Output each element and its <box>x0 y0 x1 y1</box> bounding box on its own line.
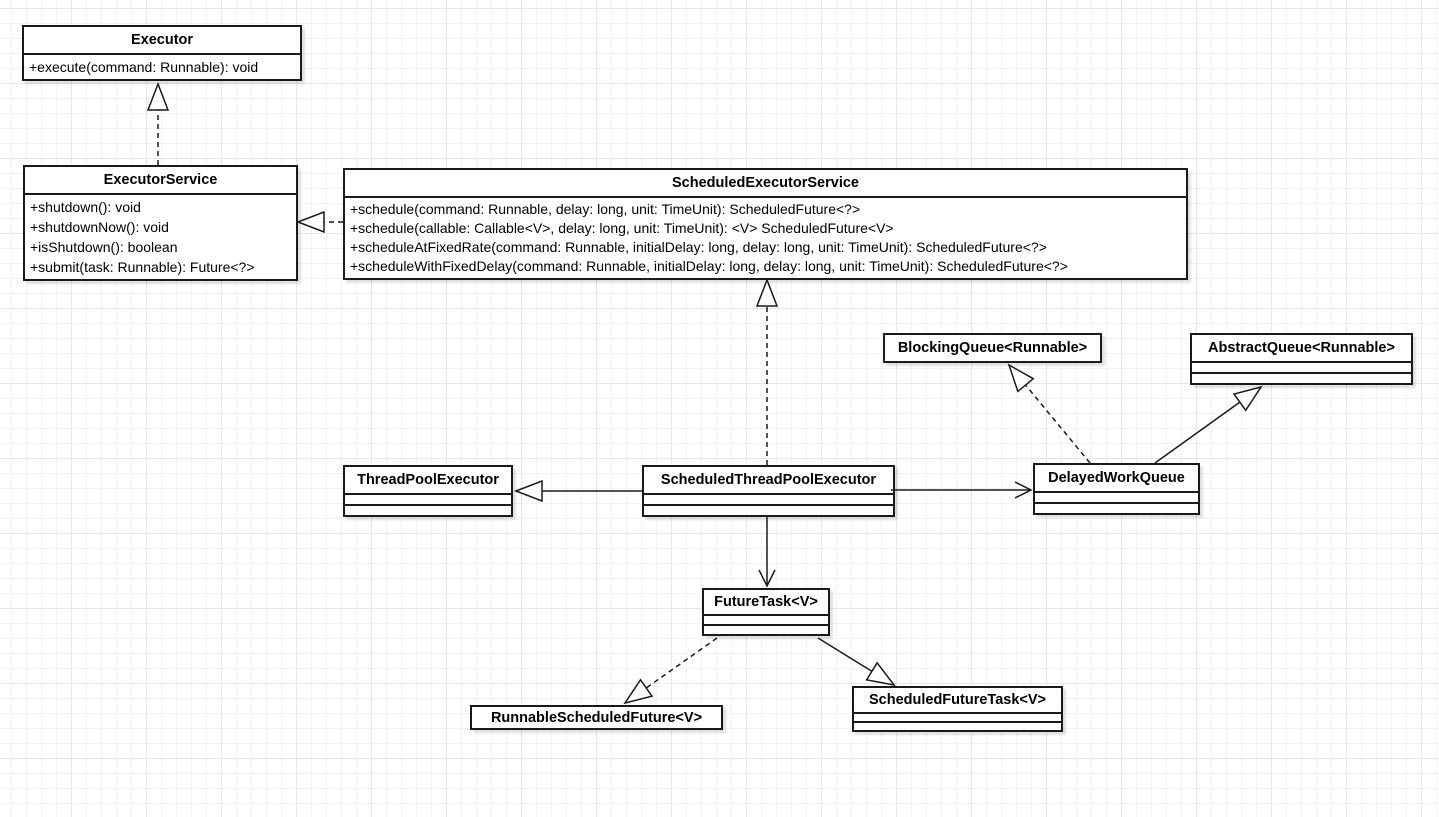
fields-compartment <box>345 493 511 504</box>
class-title: Executor <box>130 32 194 48</box>
method-signature: +shutdownNow(): void <box>30 219 169 235</box>
class-title: ScheduledExecutorService <box>672 175 859 191</box>
class-title: ThreadPoolExecutor <box>357 472 499 488</box>
class-title: FutureTask<V> <box>714 594 818 610</box>
method-signature: +scheduleAtFixedRate(command: Runnable, initialDelay: long, delay: long, unit: TimeUnit): ScheduledFuture<?> <box>350 239 1047 255</box>
method-signature: +execute(command: Runnable): void <box>29 59 259 75</box>
class-title: ScheduledFutureTask<V> <box>868 692 1046 708</box>
fields-compartment <box>854 712 1061 721</box>
fields-compartment <box>1035 491 1198 502</box>
methods-compartment <box>854 721 1061 730</box>
class-abstract-queue[interactable] <box>1190 333 1413 385</box>
class-methods <box>345 196 1186 278</box>
class-scheduled-thread-pool-executor[interactable] <box>642 465 895 517</box>
class-delayed-work-queue[interactable] <box>1033 463 1200 515</box>
edge-delayedworkqueue-extends-abstractqueue[interactable] <box>1155 387 1261 463</box>
class-methods <box>25 193 296 279</box>
class-future-task[interactable] <box>702 588 830 636</box>
methods-compartment <box>1035 502 1198 513</box>
method-signature: +shutdown(): void <box>30 199 141 215</box>
method-signature: +submit(task: Runnable): Future<?> <box>30 259 255 275</box>
class-methods <box>24 53 300 79</box>
edge-futuretask-to-runnablescheduledfuture[interactable] <box>625 638 717 703</box>
method-signature: +scheduleWithFixedDelay(command: Runnable, initialDelay: long, delay: long, unit: TimeUnit): ScheduledFuture<?> <box>350 258 1068 274</box>
class-title: AbstractQueue<Runnable> <box>1208 340 1395 356</box>
class-title: BlockingQueue<Runnable> <box>897 340 1088 356</box>
methods-compartment <box>704 624 828 634</box>
method-signature: +schedule(command: Runnable, delay: long, unit: TimeUnit): ScheduledFuture<?> <box>350 201 861 217</box>
edge-futuretask-to-scheduledfuturetask[interactable] <box>818 638 894 685</box>
method-signature: +isShutdown(): boolean <box>30 239 178 255</box>
class-scheduled-executor-service[interactable] <box>343 168 1188 280</box>
class-thread-pool-executor[interactable] <box>343 465 513 517</box>
fields-compartment <box>1192 361 1411 372</box>
class-executor[interactable] <box>22 25 302 81</box>
fields-compartment <box>644 493 893 504</box>
class-title: ScheduledThreadPoolExecutor <box>660 472 877 488</box>
class-blocking-queue[interactable] <box>883 333 1102 363</box>
class-title: ExecutorService <box>103 172 218 188</box>
class-runnable-scheduled-future[interactable] <box>470 705 723 730</box>
edge-delayedworkqueue-implements-blockingqueue[interactable] <box>1009 365 1090 463</box>
methods-compartment <box>1192 372 1411 383</box>
class-title: RunnableScheduledFuture<V> <box>490 709 703 726</box>
method-signature: +schedule(callable: Callable<V>, delay: long, unit: TimeUnit): <V> ScheduledFuture<V> <box>350 220 894 236</box>
class-executor-service[interactable] <box>23 165 298 281</box>
methods-compartment <box>644 504 893 515</box>
class-scheduled-future-task[interactable] <box>852 686 1063 732</box>
methods-compartment <box>345 504 511 515</box>
fields-compartment <box>704 614 828 624</box>
class-title: DelayedWorkQueue <box>1048 470 1185 486</box>
